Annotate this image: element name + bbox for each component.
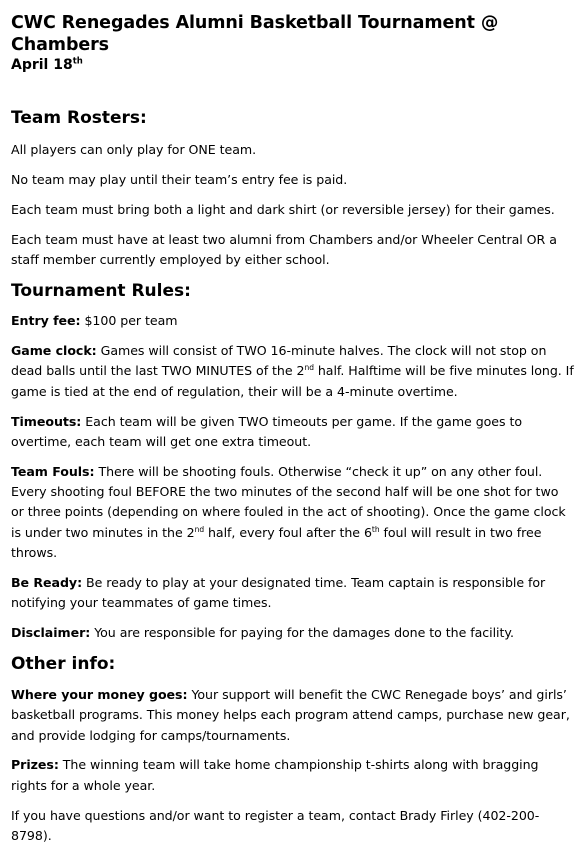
event-date-text: April 18 <box>11 57 73 73</box>
prizes-text: The winning team will take home championship t-shirts along with bragging rights for a whole year. <box>11 757 539 793</box>
entry-fee-paragraph <box>11 311 574 331</box>
timeouts-text: Each team will be given TWO timeouts per game. If the game goes to overtime, each team will get one extra timeout. <box>11 413 523 449</box>
team-fouls-superscript-2: th <box>371 524 380 534</box>
team-rosters-heading: Team Rosters: <box>11 108 147 128</box>
be-ready-paragraph <box>11 573 574 614</box>
game-clock-label: Game clock: <box>11 343 97 359</box>
disclaimer-text: You are responsible for paying for the damages done to the facility. <box>90 625 514 641</box>
be-ready-label: Be Ready: <box>11 574 83 590</box>
game-clock-text-a: Games will consist of TWO 16-minute halves. The clock will not stop on dead balls until the last TWO MINUTES of the 2 <box>11 343 547 379</box>
contact-paragraph: If you have questions and/or want to register a team, contact Brady Firley (402-200-8798). <box>11 807 540 843</box>
event-date <box>11 56 574 74</box>
team-fouls-text-a: There will be shooting fouls. Otherwise “check it up” on any other foul. Every shooting foul BEFORE the two minutes of the second half will be one shot for two or three points (depending on where fouled in the act of shooting). Once the game clock is under two minutes in the 2 <box>11 463 566 540</box>
game-clock-text-b: half. Halftime will be five minutes long. If game is tied at the end of regulation, their will be a 4-minute overtime. <box>11 363 574 399</box>
roster-rule-entry-fee: No team may play until their team’s entry fee is paid. <box>11 171 348 187</box>
money-text: Your support will benefit the CWC Renegade boys’ and girls’ basketball programs. This money helps each program attend camps, purchase new gear, and provide lodging for camps/tournaments. <box>11 686 570 743</box>
team-fouls-superscript-1: nd <box>194 524 205 534</box>
event-date-suffix: th <box>72 56 83 67</box>
disclaimer-label: Disclaimer: <box>11 625 91 641</box>
timeouts-label: Timeouts: <box>11 413 82 429</box>
prizes-label: Prizes: <box>11 757 59 773</box>
tournament-rules-heading: Tournament Rules: <box>11 281 191 302</box>
game-clock-superscript: nd <box>304 363 314 373</box>
document-title: CWC Renegades Alumni Basketball Tournament @ Chambers <box>11 13 499 55</box>
entry-fee-label: Entry fee: <box>11 313 81 329</box>
roster-rule-alumni: Each team must have at least two alumni from Chambers and/or Wheeler Central OR a staff member currently employed by either school. <box>11 231 557 267</box>
roster-rule-one-team: All players can only play for ONE team. <box>11 142 257 157</box>
disclaimer-paragraph <box>11 623 574 643</box>
money-label: Where your money goes: <box>11 686 188 702</box>
prizes-paragraph <box>11 755 574 796</box>
money-paragraph <box>11 685 574 746</box>
other-info-heading: Other info: <box>11 653 116 674</box>
team-fouls-label: Team Fouls: <box>11 463 95 479</box>
team-fouls-text-b: half, every foul after the 6 <box>204 524 372 540</box>
team-fouls-text-c: foul will result in two free throws. <box>11 524 542 561</box>
team-fouls-paragraph <box>11 462 574 563</box>
game-clock-paragraph <box>11 341 574 402</box>
roster-rule-shirts: Each team must bring both a light and dark shirt (or reversible jersey) for their games. <box>11 201 555 217</box>
entry-fee-text: $100 per team <box>80 313 178 329</box>
timeouts-paragraph <box>11 412 574 453</box>
be-ready-text: Be ready to play at your designated time. Team captain is responsible for notifying your teammates of game times. <box>11 574 546 611</box>
